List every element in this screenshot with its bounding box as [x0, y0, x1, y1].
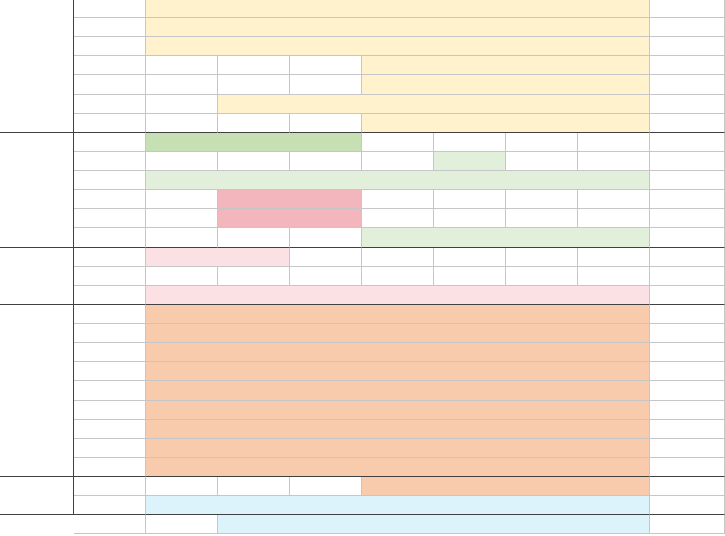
- activity-bar[interactable]: [146, 133, 362, 152]
- row-type-cell[interactable]: [74, 95, 146, 114]
- row-type-cell[interactable]: [74, 439, 146, 458]
- empty-cell[interactable]: [362, 248, 434, 267]
- empty-cell[interactable]: [506, 190, 578, 209]
- empty-cell[interactable]: [218, 228, 290, 247]
- empty-cell[interactable]: [650, 496, 725, 515]
- row-type-cell[interactable]: [74, 381, 146, 400]
- activity-bar[interactable]: [362, 477, 650, 496]
- row-type-cell[interactable]: [74, 75, 146, 94]
- empty-cell[interactable]: [146, 209, 218, 228]
- empty-cell[interactable]: [578, 152, 650, 171]
- empty-cell[interactable]: [146, 56, 218, 75]
- empty-cell[interactable]: [650, 381, 725, 400]
- empty-cell[interactable]: [362, 133, 434, 152]
- activity-bar[interactable]: [146, 0, 650, 18]
- row-type-cell[interactable]: [74, 343, 146, 362]
- activity-bar[interactable]: [146, 362, 650, 381]
- empty-cell[interactable]: [650, 114, 725, 133]
- empty-cell[interactable]: [650, 228, 725, 247]
- row-type-cell[interactable]: [74, 458, 146, 477]
- row-type-cell[interactable]: [74, 171, 146, 190]
- empty-cell[interactable]: [218, 152, 290, 171]
- empty-cell[interactable]: [578, 190, 650, 209]
- empty-cell[interactable]: [650, 248, 725, 267]
- activity-bar[interactable]: [218, 209, 362, 228]
- row-type-cell[interactable]: [74, 362, 146, 381]
- empty-cell[interactable]: [650, 95, 725, 114]
- empty-cell[interactable]: [578, 209, 650, 228]
- row-type-cell[interactable]: [74, 248, 146, 267]
- empty-cell[interactable]: [146, 95, 218, 114]
- activity-bar[interactable]: [362, 56, 650, 75]
- empty-cell[interactable]: [362, 267, 434, 286]
- activity-bar[interactable]: [146, 248, 290, 267]
- empty-cell[interactable]: [650, 75, 725, 94]
- empty-cell[interactable]: [218, 114, 290, 133]
- empty-cell[interactable]: [434, 190, 506, 209]
- row-type-cell[interactable]: [74, 267, 146, 286]
- empty-cell[interactable]: [218, 56, 290, 75]
- empty-cell[interactable]: [650, 267, 725, 286]
- row-type-cell[interactable]: [74, 228, 146, 247]
- empty-cell[interactable]: [290, 56, 362, 75]
- activity-bar[interactable]: [362, 114, 650, 133]
- activity-bar[interactable]: [146, 381, 650, 400]
- activity-bar[interactable]: [218, 515, 650, 534]
- empty-cell[interactable]: [650, 458, 725, 477]
- section-label-cell[interactable]: [0, 305, 74, 477]
- empty-cell[interactable]: [578, 248, 650, 267]
- activity-bar[interactable]: [434, 152, 506, 171]
- activity-bar[interactable]: [146, 343, 650, 362]
- empty-cell[interactable]: [650, 18, 725, 37]
- empty-cell[interactable]: [434, 209, 506, 228]
- empty-cell[interactable]: [650, 133, 725, 152]
- row-type-cell[interactable]: [74, 209, 146, 228]
- empty-cell[interactable]: [218, 477, 290, 496]
- empty-cell[interactable]: [434, 133, 506, 152]
- activity-bar[interactable]: [146, 18, 650, 37]
- activity-bar[interactable]: [218, 190, 362, 209]
- empty-cell[interactable]: [146, 228, 218, 247]
- row-type-cell[interactable]: [74, 56, 146, 75]
- row-type-cell[interactable]: [74, 324, 146, 343]
- row-type-cell[interactable]: [74, 37, 146, 56]
- activity-bar[interactable]: [146, 439, 650, 458]
- activity-bar[interactable]: [362, 228, 650, 247]
- empty-cell[interactable]: [650, 420, 725, 439]
- empty-cell[interactable]: [218, 267, 290, 286]
- empty-cell[interactable]: [650, 209, 725, 228]
- empty-cell[interactable]: [650, 190, 725, 209]
- activity-bar[interactable]: [146, 324, 650, 343]
- empty-cell[interactable]: [290, 248, 362, 267]
- empty-cell[interactable]: [290, 75, 362, 94]
- empty-cell[interactable]: [290, 152, 362, 171]
- empty-cell[interactable]: [290, 477, 362, 496]
- empty-cell[interactable]: [146, 515, 218, 534]
- empty-cell[interactable]: [650, 362, 725, 381]
- empty-cell[interactable]: [650, 439, 725, 458]
- empty-cell[interactable]: [290, 114, 362, 133]
- activity-bar[interactable]: [362, 75, 650, 94]
- activity-bar[interactable]: [146, 286, 650, 305]
- empty-cell[interactable]: [650, 477, 725, 496]
- empty-cell[interactable]: [650, 171, 725, 190]
- row-type-cell[interactable]: [74, 190, 146, 209]
- empty-cell[interactable]: [650, 401, 725, 420]
- row-type-cell[interactable]: [74, 401, 146, 420]
- row-type-cell[interactable]: [74, 420, 146, 439]
- empty-cell[interactable]: [650, 286, 725, 305]
- row-type-cell[interactable]: [74, 0, 146, 18]
- section-label-cell[interactable]: [0, 248, 74, 305]
- empty-cell[interactable]: [650, 515, 725, 534]
- section-label-cell[interactable]: [0, 133, 74, 248]
- empty-cell[interactable]: [506, 267, 578, 286]
- activity-bar[interactable]: [578, 267, 650, 286]
- row-type-cell[interactable]: [74, 114, 146, 133]
- empty-cell[interactable]: [506, 133, 578, 152]
- empty-cell[interactable]: [506, 209, 578, 228]
- empty-cell[interactable]: [434, 248, 506, 267]
- row-type-cell[interactable]: [74, 286, 146, 305]
- activity-bar[interactable]: [146, 37, 650, 56]
- empty-cell[interactable]: [290, 267, 362, 286]
- row-type-cell[interactable]: [74, 133, 146, 152]
- activity-bar[interactable]: [146, 458, 650, 477]
- activity-bar[interactable]: [146, 420, 650, 439]
- section-label-cell[interactable]: [0, 0, 74, 133]
- empty-cell[interactable]: [650, 0, 725, 18]
- empty-cell[interactable]: [146, 114, 218, 133]
- empty-cell[interactable]: [362, 152, 434, 171]
- empty-cell[interactable]: [650, 305, 725, 324]
- empty-cell[interactable]: [290, 228, 362, 247]
- empty-cell[interactable]: [146, 190, 218, 209]
- row-type-cell[interactable]: [74, 305, 146, 324]
- empty-cell[interactable]: [146, 75, 218, 94]
- empty-cell[interactable]: [362, 190, 434, 209]
- empty-cell[interactable]: [650, 152, 725, 171]
- row-type-cell[interactable]: [74, 496, 146, 515]
- activity-bar[interactable]: [146, 401, 650, 420]
- empty-cell[interactable]: [362, 209, 434, 228]
- row-type-cell[interactable]: [74, 515, 146, 534]
- empty-cell[interactable]: [146, 477, 218, 496]
- activity-bar[interactable]: [146, 171, 650, 190]
- empty-cell[interactable]: [650, 37, 725, 56]
- section-label-cell[interactable]: [0, 477, 74, 515]
- empty-cell[interactable]: [578, 133, 650, 152]
- empty-cell[interactable]: [146, 152, 218, 171]
- empty-cell[interactable]: [506, 248, 578, 267]
- empty-cell[interactable]: [650, 343, 725, 362]
- empty-cell[interactable]: [650, 56, 725, 75]
- activity-bar[interactable]: [218, 95, 650, 114]
- empty-cell[interactable]: [650, 324, 725, 343]
- empty-cell[interactable]: [146, 267, 218, 286]
- empty-cell[interactable]: [506, 152, 578, 171]
- activity-bar[interactable]: [146, 305, 650, 324]
- row-type-cell[interactable]: [74, 477, 146, 496]
- row-type-cell[interactable]: [74, 18, 146, 37]
- activity-bar[interactable]: [146, 496, 650, 515]
- empty-cell[interactable]: [434, 267, 506, 286]
- row-type-cell[interactable]: [74, 152, 146, 171]
- empty-cell[interactable]: [218, 75, 290, 94]
